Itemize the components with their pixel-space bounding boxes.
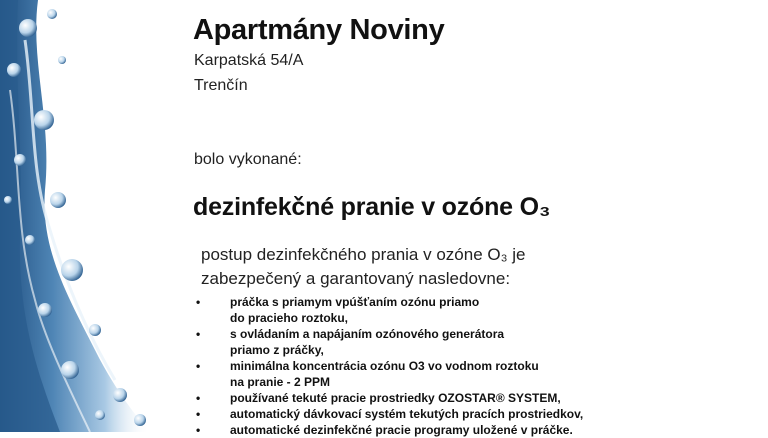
bullet-icon: •	[196, 359, 201, 373]
bullet-icon: •	[196, 423, 201, 437]
list-item: • minimálna koncentrácia ozónu O3 vo vodnom roztoku na pranie - 2 PPM	[196, 359, 539, 389]
page-title: Apartmány Noviny	[193, 14, 445, 46]
procedure-description: postup dezinfekčného prania v ozóne O₃ je zabezpečený a garantovaný nasledovne:	[201, 245, 526, 288]
document-body	[193, 0, 753, 437]
procedure-list	[193, 294, 713, 438]
service-heading: dezinfekčné pranie v ozóne O₃	[193, 193, 551, 221]
list-item: • s ovládaním a napájaním ozónového generátora priamo z práčky,	[196, 327, 505, 357]
bullet-icon: •	[196, 295, 201, 309]
bullet-icon: •	[196, 327, 201, 341]
intro-text: bolo vykonané:	[194, 151, 302, 168]
list-item: • používané tekuté pracie prostriedky OZOSTAR® SYSTEM,	[196, 391, 561, 405]
list-item: • automatické dezinfekčné pracie programy uložené v práčke.	[196, 423, 573, 437]
bullet-icon: •	[196, 407, 201, 421]
list-item: • automatický dávkovací systém tekutých pracích prostriedkov,	[196, 407, 584, 421]
address-street: Karpatská 54/A	[194, 52, 304, 69]
address-city: Trenčín	[194, 77, 248, 94]
water-splash-image	[0, 0, 175, 432]
bullet-icon: •	[196, 391, 201, 405]
list-item: • práčka s priamym vpúšťaním ozónu priamo do pracieho roztoku,	[196, 295, 480, 325]
